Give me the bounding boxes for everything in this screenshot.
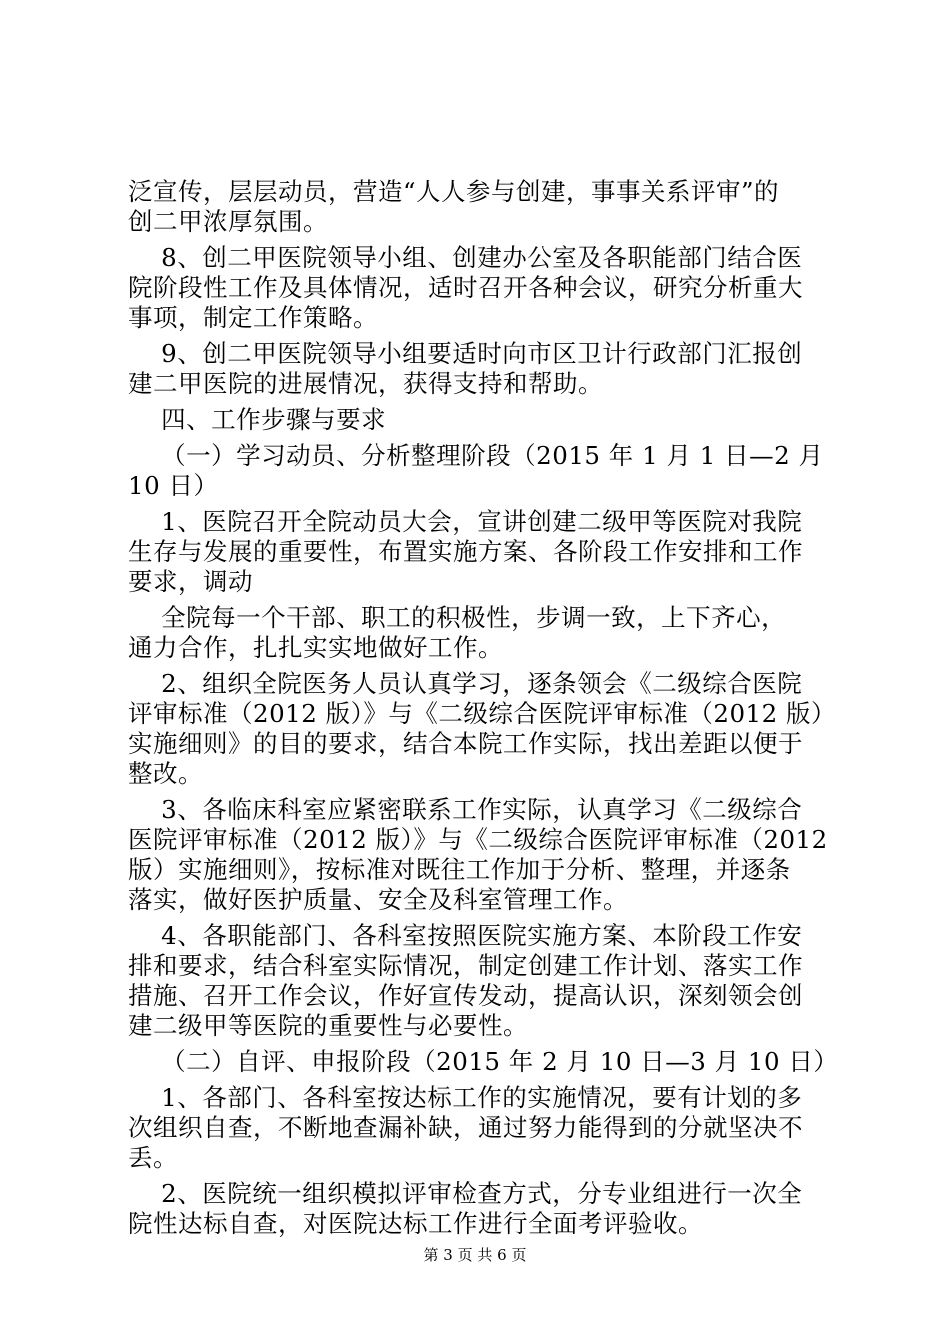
text-line: 泛宣传，层层动员，营造“人人参与创建，事事关系评审”的	[128, 177, 780, 206]
page-footer: 第 3 页 共 6 页	[423, 1246, 527, 1264]
text-line: 版）实施细则》，按标准对既往工作加于分析、整理，并逐条	[128, 855, 791, 884]
text-line: 建二级甲等医院的重要性与必要性。	[128, 1011, 528, 1040]
text-line: 通力合作，扎扎实实地做好工作。	[128, 633, 503, 662]
text-line: 院性达标自查，对医院达标工作进行全面考评验收。	[128, 1209, 703, 1238]
text-line: 创二甲浓厚氛围。	[128, 207, 328, 236]
text-line: 事项，制定工作策略。	[128, 303, 378, 332]
text-line: 8、创二甲医院领导小组、创建办公室及各职能部门结合医	[128, 243, 803, 272]
subsection-heading: （一）学习动员、分析整理阶段（2015 年 1 月 1 日—2 月	[128, 441, 824, 470]
section-heading: 四、工作步骤与要求	[128, 405, 387, 434]
text-line: 3、各临床科室应紧密联系工作实际，认真学习《二级综合	[128, 795, 803, 824]
text-line: 次组织自查，不断地查漏补缺，通过努力能得到的分就坚决不	[128, 1113, 803, 1142]
text-line: 生存与发展的重要性，布置实施方案、各阶段工作安排和工作	[128, 537, 803, 566]
text-line: 评审标准（2012 版）》与《二级综合医院评审标准（2012 版）	[128, 699, 837, 728]
text-line: 1、各部门、各科室按达标工作的实施情况，要有计划的多	[128, 1083, 803, 1112]
text-line: 医院评审标准（2012 版）》与《二级综合医院评审标准（2012	[128, 825, 828, 854]
text-line: 全院每一个干部、职工的积极性，步调一致，上下齐心，	[128, 603, 787, 632]
text-line: 4、各职能部门、各科室按照医院实施方案、本阶段工作安	[128, 921, 803, 950]
text-line: 2、医院统一组织模拟评审检查方式，分专业组进行一次全	[128, 1179, 803, 1208]
text-line: 落实，做好医护质量、安全及科室管理工作。	[128, 885, 628, 914]
subsection-heading: （二）自评、申报阶段（2015 年 2 月 10 日—3 月 10 日）	[128, 1047, 839, 1076]
text-line: 丢。	[128, 1143, 178, 1172]
subsection-heading: 10 日）	[128, 471, 219, 500]
text-line: 建二甲医院的进展情况，获得支持和帮助。	[128, 369, 603, 398]
text-line: 实施细则》的目的要求，结合本院工作实际，找出差距以便于	[128, 729, 803, 758]
text-line: 要求，调动	[128, 567, 253, 596]
text-line: 整改。	[128, 759, 203, 788]
text-line: 措施、召开工作会议，作好宣传发动，提高认识，深刻领会创	[128, 981, 803, 1010]
text-line: 9、创二甲医院领导小组要适时向市区卫计行政部门汇报创	[128, 339, 803, 368]
text-line: 1、医院召开全院动员大会，宣讲创建二级甲等医院对我院	[128, 507, 803, 536]
text-line: 院阶段性工作及具体情况，适时召开各种会议，研究分析重大	[128, 273, 803, 302]
text-line: 2、组织全院医务人员认真学习，逐条领会《二级综合医院	[128, 669, 803, 698]
text-line: 排和要求，结合科室实际情况，制定创建工作计划、落实工作	[128, 951, 803, 980]
